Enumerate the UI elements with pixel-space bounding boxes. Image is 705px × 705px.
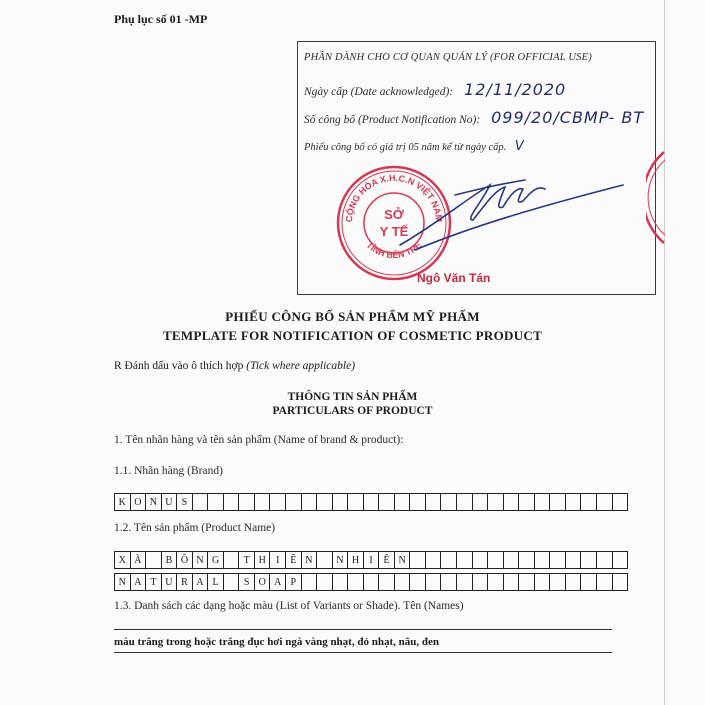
- letter-cell: [395, 493, 411, 511]
- section-heading-en: PARTICULARS OF PRODUCT: [272, 405, 433, 417]
- letter-cell: [224, 573, 240, 591]
- letter-cell: [504, 551, 520, 569]
- letter-cell: [519, 493, 535, 511]
- notification-number-row: [304, 108, 644, 127]
- letter-cell: [613, 573, 629, 591]
- letter-cell: [535, 493, 551, 511]
- notification-number-value: 099/20/CBMP- BT: [491, 108, 645, 127]
- letter-cell: [379, 573, 395, 591]
- letter-cell: U: [162, 493, 178, 511]
- letter-cell: [566, 493, 582, 511]
- product-name-grid-line-1: [114, 551, 628, 569]
- date-acknowledged-row: [304, 80, 566, 99]
- page-edge: [664, 0, 665, 705]
- letter-cell: N: [302, 551, 318, 569]
- letter-cell: À: [131, 551, 147, 569]
- letter-cell: A: [270, 573, 286, 591]
- date-acknowledged-label: Ngày cấp (Date acknowledged):: [304, 86, 454, 98]
- tick-instruction-vi: R Đánh dấu vào ô thích hợp: [114, 360, 244, 372]
- letter-cell: [473, 573, 489, 591]
- letter-cell: [504, 573, 520, 591]
- letter-cell: [426, 573, 442, 591]
- letter-cell: O: [255, 573, 271, 591]
- partial-stamp-mark: [646, 150, 666, 245]
- letter-cell: [348, 573, 364, 591]
- validity-mark: V: [514, 139, 524, 154]
- letter-cell: T: [146, 573, 162, 591]
- letter-cell: [457, 493, 473, 511]
- letter-cell: B: [162, 551, 178, 569]
- product-name-label: 1.2. Tên sản phẩm (Product Name): [114, 522, 276, 534]
- letter-cell: [566, 573, 582, 591]
- document-title-vietnamese: PHIẾU CÔNG BỐ SẢN PHẨM MỸ PHẨM: [225, 309, 480, 324]
- letter-cell: [410, 493, 426, 511]
- letter-cell: S: [239, 573, 255, 591]
- document-title-english: TEMPLATE FOR NOTIFICATION OF COSMETIC PRODUCT: [162, 328, 543, 343]
- letter-cell: N: [115, 573, 131, 591]
- letter-cell: K: [115, 493, 131, 511]
- letter-cell: A: [131, 573, 147, 591]
- letter-cell: [519, 551, 535, 569]
- official-use-title: PHẦN DÀNH CHO CƠ QUAN QUẢN LÝ (FOR OFFICIAL USE): [304, 52, 592, 63]
- letter-cell: [302, 493, 318, 511]
- letter-cell: [597, 551, 613, 569]
- stamp-center-text-1: SỞ: [384, 207, 404, 222]
- letter-cell: [519, 573, 535, 591]
- stamp-ring-bottom-text: TỈNH BẾN TRE: [364, 239, 424, 261]
- letter-cell: N: [395, 551, 411, 569]
- letter-cell: P: [286, 573, 302, 591]
- letter-cell: R: [177, 573, 193, 591]
- product-name-grid-line-2: [114, 573, 628, 591]
- letter-cell: I: [364, 551, 380, 569]
- tick-instruction-en: (Tick where applicable): [246, 360, 356, 372]
- letter-cell: [488, 573, 504, 591]
- letter-cell: L: [208, 573, 224, 591]
- variants-rule-top: [114, 629, 612, 630]
- letter-cell: Ê: [379, 551, 395, 569]
- letter-cell: [364, 573, 380, 591]
- letter-cell: [395, 573, 411, 591]
- appendix-label: Phụ lục số 01 -MP: [114, 12, 208, 26]
- validity-note: Phiếu công bố có giá trị 05 năm kể từ ngày cấp.: [304, 142, 507, 153]
- letter-cell: N: [193, 551, 209, 569]
- letter-cell: [473, 493, 489, 511]
- letter-cell: [286, 493, 302, 511]
- letter-cell: [581, 493, 597, 511]
- handwritten-signature: [395, 165, 625, 255]
- letter-cell: [317, 493, 333, 511]
- letter-cell: [426, 551, 442, 569]
- letter-cell: [597, 493, 613, 511]
- letter-cell: [333, 573, 349, 591]
- letter-cell: [581, 551, 597, 569]
- letter-cell: [364, 493, 380, 511]
- letter-cell: [224, 551, 240, 569]
- letter-cell: [333, 493, 349, 511]
- validity-note-row: [304, 139, 524, 154]
- letter-cell: [535, 551, 551, 569]
- letter-cell: Ô: [177, 551, 193, 569]
- letter-cell: [193, 493, 209, 511]
- letter-cell: A: [193, 573, 209, 591]
- letter-cell: [208, 493, 224, 511]
- letter-cell: [302, 573, 318, 591]
- letter-cell: S: [177, 493, 193, 511]
- letter-cell: [379, 493, 395, 511]
- stamp-center-text-2: Y TẾ: [379, 224, 409, 239]
- letter-cell: H: [255, 551, 271, 569]
- letter-cell: N: [146, 493, 162, 511]
- letter-cell: [348, 493, 364, 511]
- letter-cell: [441, 551, 457, 569]
- letter-cell: [488, 493, 504, 511]
- date-acknowledged-value: 12/11/2020: [464, 80, 567, 99]
- variants-value: màu trắng trong hoặc trắng đục hơi ngà vàng nhạt, đỏ nhạt, nâu, đen: [114, 636, 439, 648]
- tick-instruction: [114, 360, 355, 372]
- brand-label: 1.1. Nhãn hàng (Brand): [114, 465, 223, 477]
- letter-cell: [504, 493, 520, 511]
- letter-cell: [550, 573, 566, 591]
- letter-cell: T: [239, 551, 255, 569]
- letter-cell: G: [208, 551, 224, 569]
- letter-cell: [224, 493, 240, 511]
- letter-cell: [317, 573, 333, 591]
- brand-letter-grid: [114, 493, 628, 511]
- letter-cell: [410, 573, 426, 591]
- letter-cell: Ê: [286, 551, 302, 569]
- letter-cell: [255, 493, 271, 511]
- letter-cell: [457, 551, 473, 569]
- letter-cell: [441, 573, 457, 591]
- letter-cell: [270, 493, 286, 511]
- letter-cell: [535, 573, 551, 591]
- letter-cell: U: [162, 573, 178, 591]
- stamp-ring-top-text: CỘNG HÒA X.H.C.N VIỆT NAM: [343, 172, 445, 223]
- signer-name: Ngô Văn Tán: [417, 271, 491, 285]
- variants-label: 1.3. Danh sách các dạng hoặc màu (List of Variants or Shade). Tên (Names): [114, 600, 464, 612]
- letter-cell: [146, 551, 162, 569]
- letter-cell: [441, 493, 457, 511]
- letter-cell: [473, 551, 489, 569]
- letter-cell: [597, 573, 613, 591]
- letter-cell: N: [333, 551, 349, 569]
- letter-cell: H: [348, 551, 364, 569]
- letter-cell: [613, 493, 629, 511]
- letter-cell: [426, 493, 442, 511]
- letter-cell: [457, 573, 473, 591]
- notification-number-label: Số công bố (Product Notification No):: [304, 114, 481, 126]
- letter-cell: O: [131, 493, 147, 511]
- letter-cell: [581, 573, 597, 591]
- letter-cell: [566, 551, 582, 569]
- letter-cell: [317, 551, 333, 569]
- letter-cell: [239, 493, 255, 511]
- letter-cell: X: [115, 551, 131, 569]
- letter-cell: I: [270, 551, 286, 569]
- letter-cell: [488, 551, 504, 569]
- brand-product-label: 1. Tên nhãn hàng và tên sản phẩm (Name of brand & product):: [114, 434, 404, 446]
- letter-cell: [613, 551, 629, 569]
- letter-cell: [550, 493, 566, 511]
- letter-cell: [410, 551, 426, 569]
- letter-cell: [550, 551, 566, 569]
- section-heading-vi: THÔNG TIN SẢN PHẨM: [287, 391, 418, 403]
- variants-rule-bottom: [114, 652, 612, 653]
